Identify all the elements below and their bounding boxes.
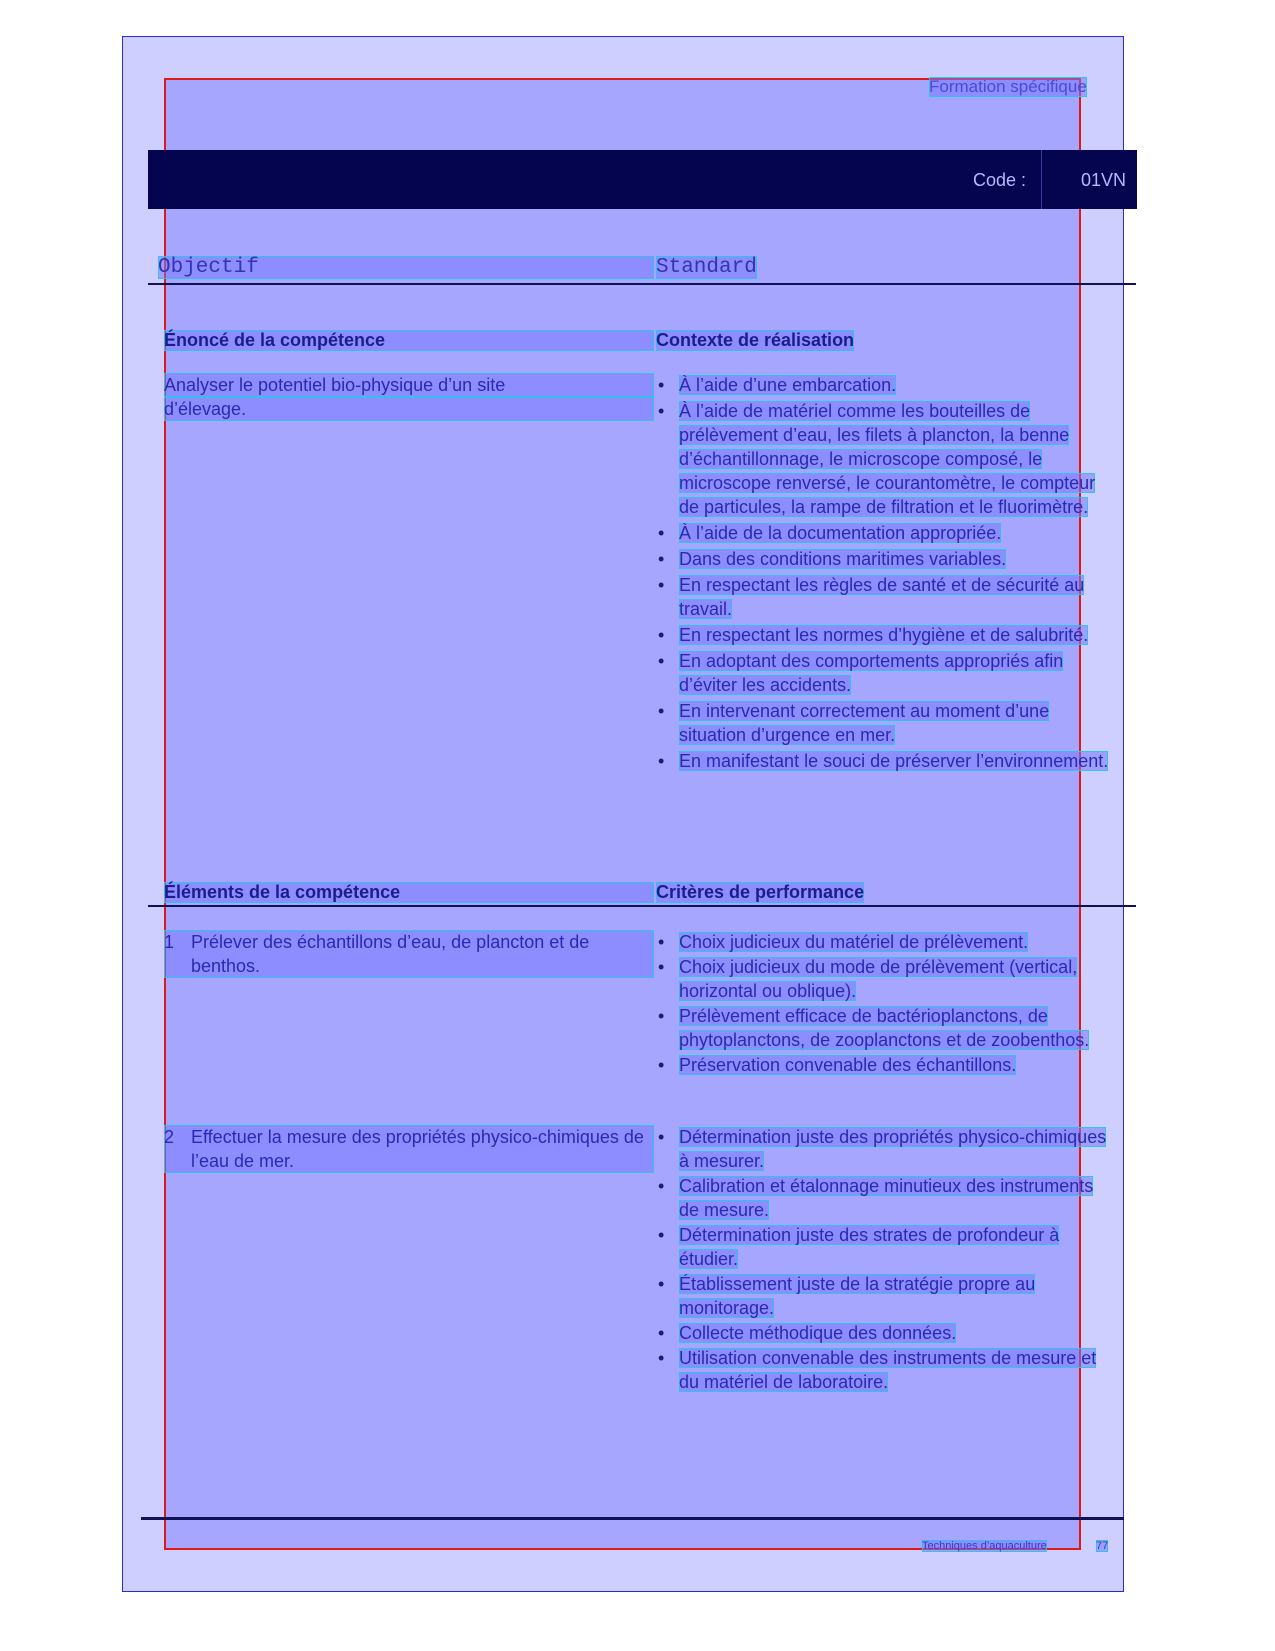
footer-program: Techniques d’aquaculture [922, 1540, 1047, 1552]
code-value: 01VN [1080, 170, 1126, 190]
criteria-list-1 [656, 930, 1116, 1078]
elements-heading: Éléments de la compétence [164, 882, 654, 903]
list-item: • Calibration et étalonnage minutieux des instruments de mesure. [656, 1174, 1116, 1222]
element-2 [164, 1125, 654, 1173]
enonce-line: d’élevage. [164, 397, 654, 421]
list-item: • Préservation convenable des échantillons. [656, 1053, 1116, 1077]
element-number: 2 [164, 1127, 175, 1147]
list-item: • En respectant les règles de santé et de sécurité au travail. [656, 573, 1116, 621]
list-item: • En adoptant des comportements appropriés afin d’éviter les accidents. [656, 649, 1116, 697]
element-text: Prélever des échantillons d’eau, de plancton et de benthos. [191, 932, 590, 976]
elements-rule [148, 905, 1136, 907]
enonce-heading: Énoncé de la compétence [164, 330, 654, 351]
enonce-text [164, 373, 654, 421]
list-item: • Dans des conditions maritimes variables. [656, 547, 1116, 571]
objectif-heading: Objectif [158, 256, 654, 279]
header-rule [148, 283, 1136, 285]
list-item: • Détermination juste des strates de profondeur à étudier. [656, 1223, 1116, 1271]
element-text: Effectuer la mesure des propriétés physico-chimiques de l’eau de mer. [191, 1127, 644, 1171]
code-label: Code : [973, 170, 1027, 190]
list-item: • Choix judicieux du mode de prélèvement (vertical, horizontal ou oblique). [656, 955, 1116, 1003]
contexte-list [656, 373, 1116, 775]
element-number: 1 [164, 932, 175, 952]
list-item: • Choix judicieux du matériel de prélèvement. [656, 930, 1116, 954]
list-item: • À l’aide de matériel comme les bouteilles de prélèvement d’eau, les filets à plancton, la benne d’échantillonnage, le microscope composé, le microscope renversé, le courantomètre, le compteur de particules, la rampe de filtration et le fluorimètre. [656, 399, 1116, 519]
list-item: • Détermination juste des propriétés physico-chimiques à mesurer. [656, 1125, 1116, 1173]
list-item: • À l’aide de la documentation appropriée. [656, 521, 1116, 545]
formation-label: Formation spécifique [929, 77, 1087, 96]
page-number: 77 [1096, 1540, 1109, 1552]
criteria-list-2 [656, 1125, 1116, 1395]
list-item: • En intervenant correctement au moment d’une situation d’urgence en mer. [656, 699, 1116, 747]
contexte-heading: Contexte de réalisation [656, 330, 855, 350]
list-item: • Collecte méthodique des données. [656, 1321, 1116, 1345]
element-item [164, 1125, 654, 1173]
list-item: • En manifestant le souci de préserver l’environnement. [656, 749, 1116, 773]
list-item: • En respectant les normes d’hygiène et de salubrité. [656, 623, 1116, 647]
list-item: • À l’aide d’une embarcation. [656, 373, 1116, 397]
list-item: • Prélèvement efficace de bactérioplanctons, de phytoplanctons, de zooplanctons et de zoobenthos. [656, 1004, 1116, 1052]
element-1 [164, 930, 654, 978]
criteres-heading: Critères de performance [656, 882, 865, 902]
standard-heading: Standard [656, 256, 757, 279]
list-item: • Utilisation convenable des instruments de mesure et du matériel de laboratoire. [656, 1346, 1116, 1394]
footer-rule [141, 1517, 1124, 1520]
enonce-line: Analyser le potentiel bio-physique d’un site [164, 373, 654, 397]
element-item [164, 930, 654, 978]
list-item: • Établissement juste de la stratégie propre au monitorage. [656, 1272, 1116, 1320]
